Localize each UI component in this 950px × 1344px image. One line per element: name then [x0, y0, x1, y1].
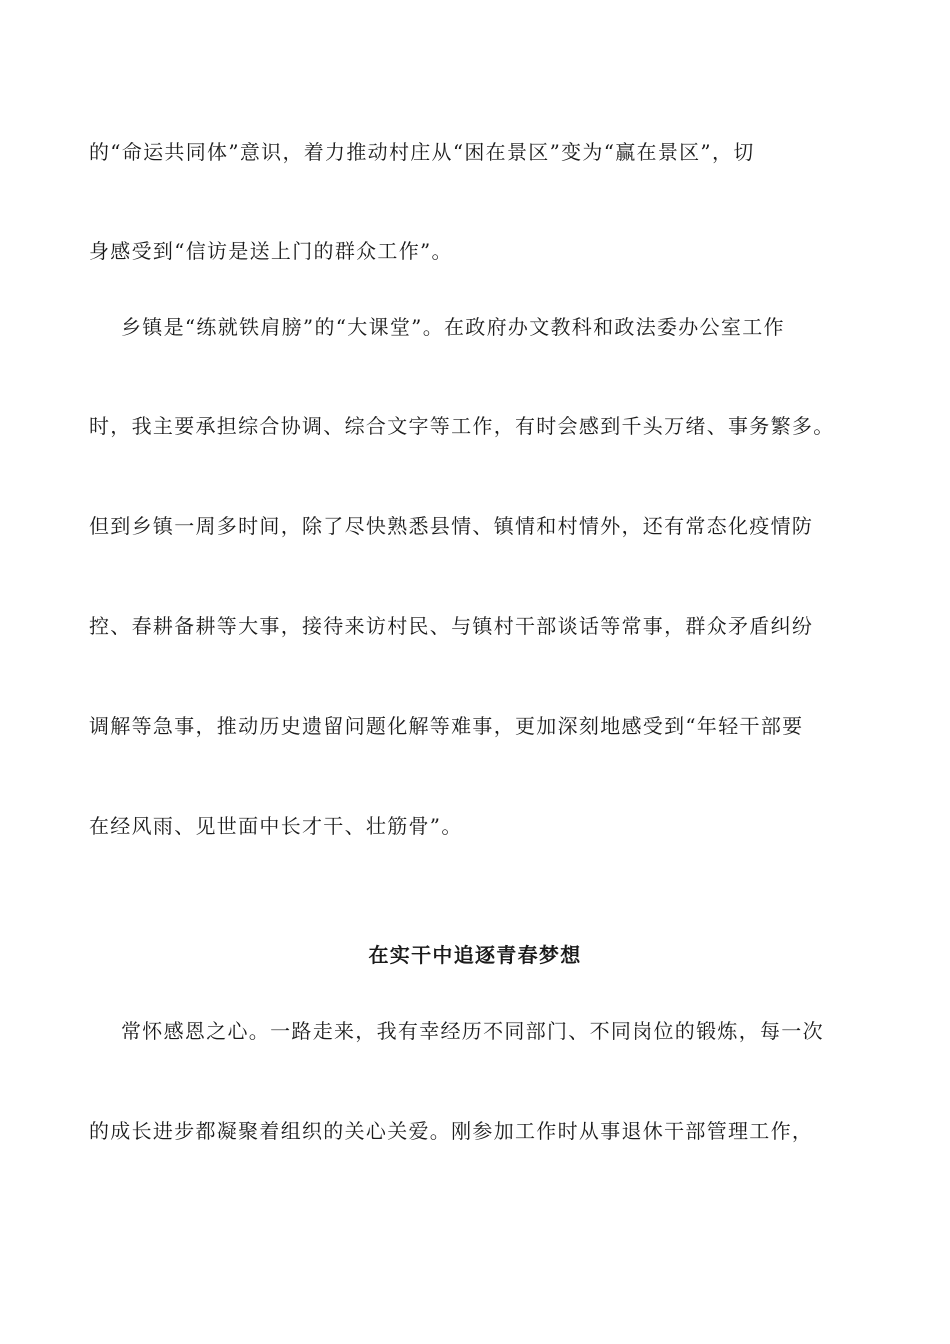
- paragraph-1-line-1: 的“命运共同体”意识，着力推动村庄从“困在景区”变为“赢在景区”，切: [89, 140, 755, 164]
- paragraph-3-line-1: 常怀感恩之心。一路走来，我有幸经历不同部门、不同岗位的锻炼，每一次: [121, 1019, 824, 1043]
- paragraph-2-line-2: 时，我主要承担综合协调、综合文字等工作，有时会感到千头万绪、事务繁多。: [89, 414, 835, 438]
- paragraph-3-line-2: 的成长进步都凝聚着组织的关心关爱。刚参加工作时从事退休干部管理工作，: [89, 1119, 814, 1143]
- paragraph-2-line-1: 乡镇是“练就铁肩膀”的“大课堂”。在政府办文教科和政法委办公室工作: [121, 315, 785, 339]
- section-heading: 在实干中追逐青春梦想: [368, 943, 582, 967]
- paragraph-2-line-3: 但到乡镇一周多时间，除了尽快熟悉县情、镇情和村情外，还有常态化疫情防: [89, 514, 814, 538]
- paragraph-2-line-5: 调解等急事，推动历史遗留问题化解等难事，更加深刻地感受到“年轻干部要: [89, 714, 804, 738]
- paragraph-2-line-6: 在经风雨、见世面中长才干、壮筋骨”。: [89, 814, 463, 838]
- paragraph-2-line-4: 控、春耕备耕等大事，接待来访村民、与镇村干部谈话等常事，群众矛盾纠纷: [89, 614, 814, 638]
- paragraph-1-line-2: 身感受到“信访是送上门的群众工作”。: [89, 239, 453, 263]
